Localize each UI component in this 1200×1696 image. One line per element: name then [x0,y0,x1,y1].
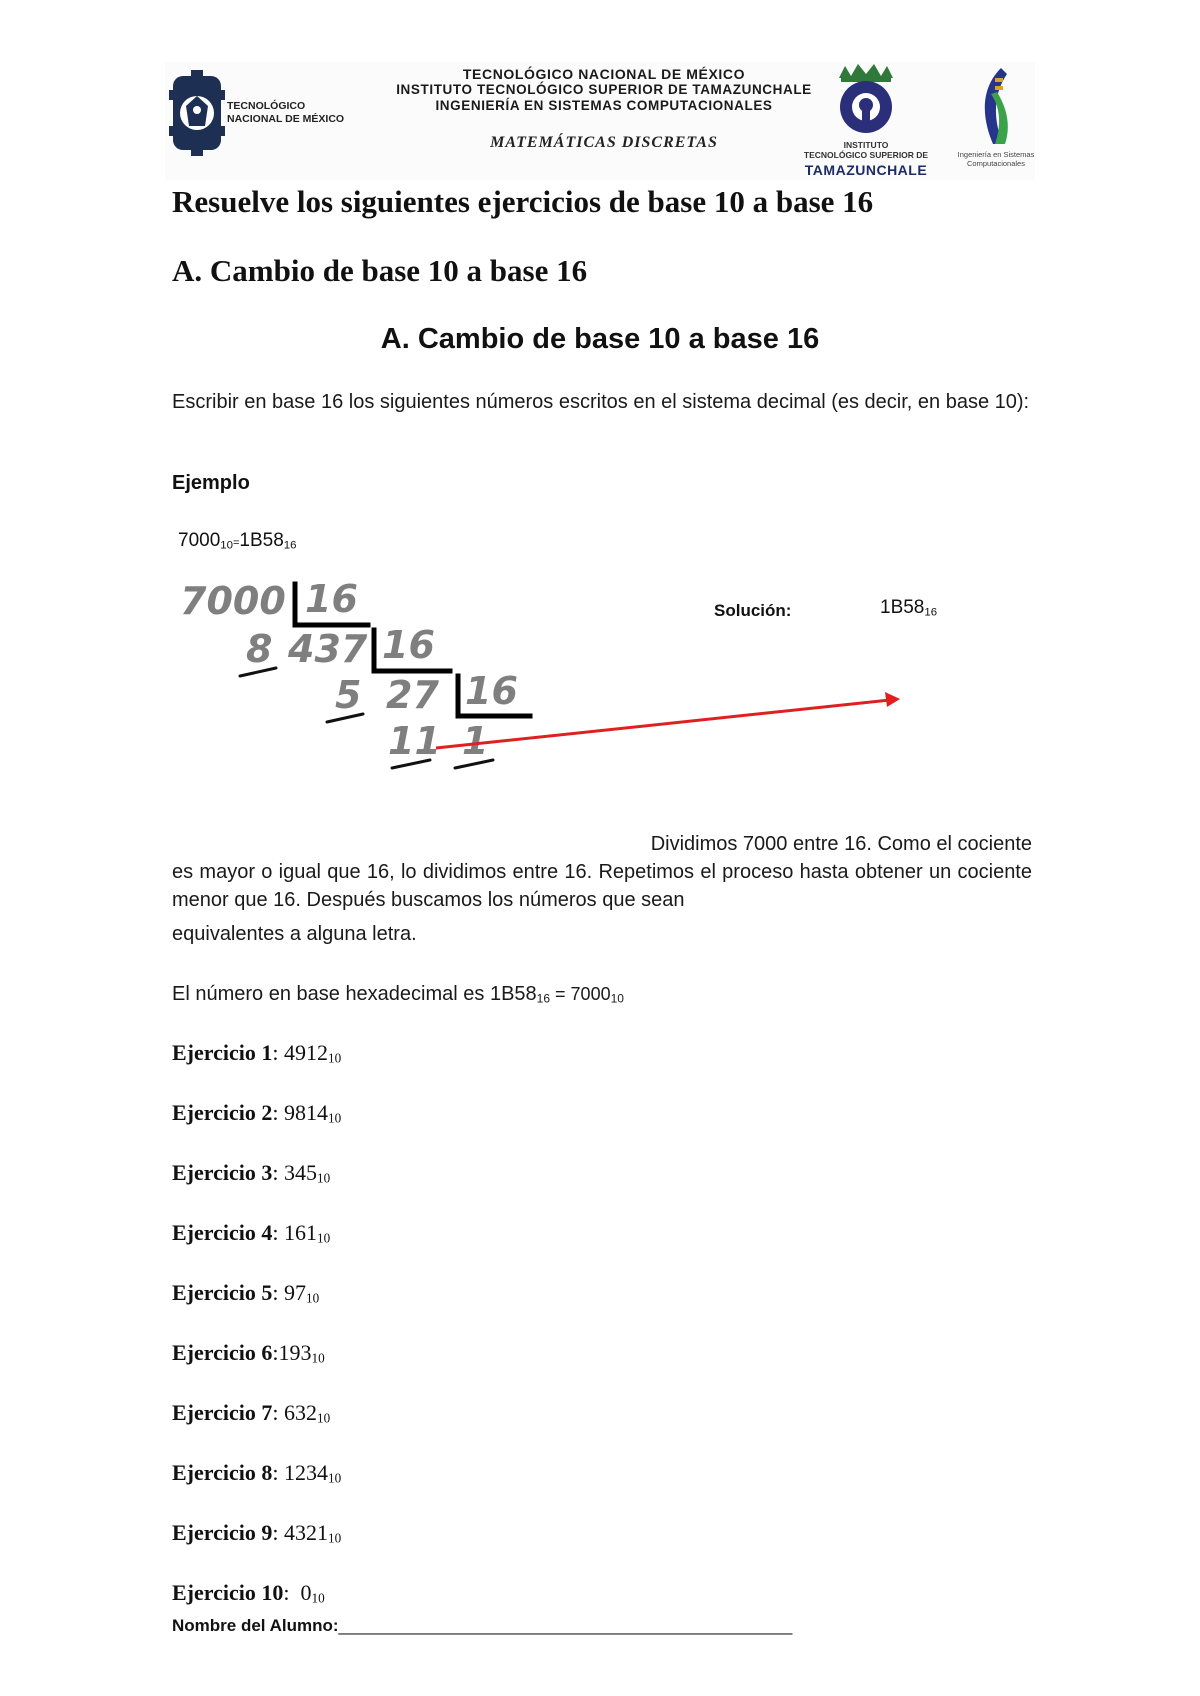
exercise-item: Ejercicio 5: $97_{10}$ [172,1280,320,1306]
exercise-item: Ejercicio 3: $345_{10}$ [172,1160,331,1186]
exercise-item: Ejercicio 7: $632_{10}$ [172,1400,331,1426]
exercise-item: Ejercicio 8: $1234_{10}$ [172,1460,342,1486]
example-lhs: 7000 [178,530,221,551]
explanation-last-line: equivalentes a alguna letra. [172,923,417,945]
solucion-number: 1B58 [880,597,925,618]
division-dividend-1: 7000 [180,579,286,623]
header-line-2: INSTITUTO TECNOLÓGICO SUPERIOR DE TAMAZUNCHALE [396,82,812,97]
division-quotient-1: 437 [288,627,368,671]
result-mid: = 7000 [550,984,611,1004]
division-divisor-1: 16 [305,577,358,621]
solution-arrow [436,692,900,748]
section-heading-sans: A. Cambio de base 10 a base 16 [380,323,820,355]
division-remainder-2: 5 [335,673,362,717]
example-lhs-base: 10 [220,539,233,552]
result-sentence [172,980,624,1012]
exercise-item: Ejercicio 2: $9814_{10}$ [172,1100,342,1126]
result-prefix: El número en base hexadecimal es 1B58 [172,983,537,1005]
itst-logo-text: INSTITUTO TECNOLÓGICO SUPERIOR DE [803,140,929,160]
student-name-blank: ________________________________________________ [338,1616,793,1635]
explanation-line-1: Dividimos 7000 entre 16. Como el cociente [650,833,1032,855]
division-quotient-3: 1 [462,719,489,763]
long-division [0,0,1200,800]
solucion-value [880,597,937,619]
page-title: Resuelve los siguientes ejercicios de base 10 a base 16 [172,184,874,219]
tecnm-logo-text: TECNOLÓGICO NACIONAL DE MÉXICO [227,100,345,125]
exercise-item: Ejercicio $6:193_{10}$ [172,1340,325,1366]
intro-paragraph: Escribir en base 16 los siguientes números escritos en el sistema decimal (es decir, en base 10): [172,391,1030,413]
result-base16: 16 [536,991,551,1006]
division-lines [0,0,1200,800]
result-base10: 10 [610,991,624,1006]
ejemplo-label: Ejemplo [172,472,250,494]
example-rhs-base: 16 [283,539,297,552]
exercise-item: Ejercicio 10: $0_{10}$ [172,1580,325,1606]
student-name-line [172,1616,792,1636]
header-line-3: INGENIERÍA EN SISTEMAS COMPUTACIONALES [435,98,773,113]
exercise-item: Ejercicio 1: $4912_{10}$ [172,1040,342,1066]
division-remainder-1: 8 [246,627,273,671]
explanation-paragraph: es mayor o igual que 16, lo dividimos entre 16. Repetimos el proceso hasta obtener un cociente menor que 16. Después buscamos los números que sean [172,861,1032,911]
header-subject: MATEMÁTICAS DISCRETAS [490,134,718,151]
division-quotient-2: 27 [386,673,439,717]
student-name-label: Nombre del Alumno: [172,1616,339,1635]
header-line-1: TECNOLÓGICO NACIONAL DE MÉXICO [462,66,746,82]
exercise-item: Ejercicio 9: $4321_{10}$ [172,1520,342,1546]
section-heading-serif: A. Cambio de base 10 a base 16 [172,253,588,288]
division-divisor-3: 16 [465,669,518,713]
itst-logo-name: TAMAZUNCHALE [804,162,928,178]
example-eq-sign: = [232,537,240,549]
division-remainder-3: 11 [388,719,441,763]
solucion-label: Solución: [714,601,792,620]
solucion-base: 16 [924,606,938,619]
example-rhs: 1B58 [239,530,284,551]
division-divisor-2: 16 [382,623,435,667]
isc-logo-text: Ingeniería en Sistemas Computacionales [957,150,1035,168]
exercise-item: Ejercicio 4: $161_{10}$ [172,1220,331,1246]
